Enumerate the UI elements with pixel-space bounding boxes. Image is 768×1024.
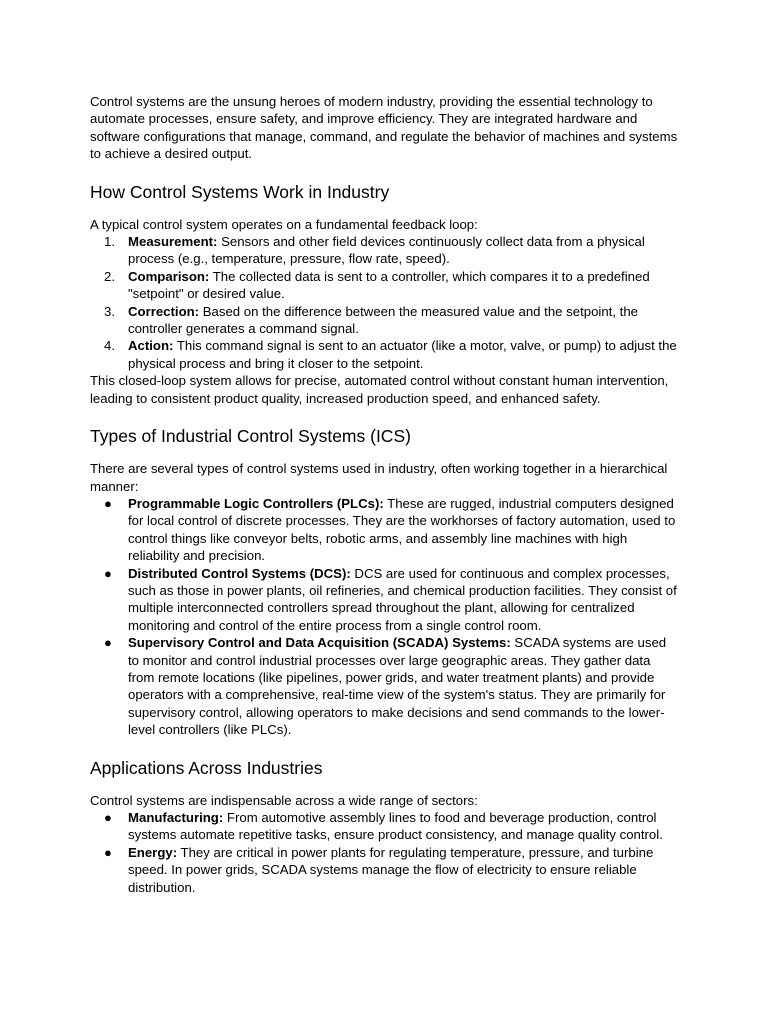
- list-item-term: Programmable Logic Controllers (PLCs):: [128, 495, 384, 511]
- list-item-term: Action:: [128, 338, 174, 354]
- list-item-text: The collected data is sent to a controller, which compares it to a predefined "setpoint" or desired value.: [128, 268, 650, 302]
- section-heading: Types of Industrial Control Systems (ICS): [90, 426, 411, 447]
- list-item-text: They are critical in power plants for regulating temperature, pressure, and turbine speed. In power grids, SCADA systems manage the flow of electricity to ensure reliable distribution.: [128, 844, 654, 895]
- section-closing: This closed-loop system allows for precise, automated control without constant human intervention, leading to consistent product quality, increased production speed, and enhanced safety.: [90, 373, 669, 406]
- section-lead: There are several types of control systems used in industry, often working together in a hierarchical manner:: [90, 461, 668, 494]
- list-item: [90, 809, 678, 844]
- list-item-text: Sensors and other field devices continuously collect data from a physical process (e.g., temperature, pressure, flow rate, speed).: [128, 234, 645, 267]
- bullet-icon: ●: [104, 495, 112, 511]
- list-item: [90, 337, 678, 372]
- section-heading: How Control Systems Work in Industry: [90, 181, 390, 202]
- section-lead: Control systems are indispensable across a wide range of sectors:: [90, 792, 478, 808]
- list-item-text: These are rugged, industrial computers designed for local control of discrete processes. They are the workhorses of factory automation, used to control things like conveyor belts, robotic arms, and assembly line machines with high reliability and precision.: [128, 495, 676, 564]
- intro-paragraph: Control systems are the unsung heroes of modern industry, providing the essential technology to automate processes, ensure safety, and improve efficiency. They are integrated hardware and software configurations that manage, command, and regulate the behavior of machines and systems to achieve a desired output.: [90, 94, 678, 162]
- section-applications: [90, 757, 678, 896]
- list-item-text: Based on the difference between the measured value and the setpoint, the controller generates a command signal.: [128, 303, 638, 337]
- list-item: [90, 268, 678, 303]
- section-lead: A typical control system operates on a fundamental feedback loop:: [90, 216, 478, 232]
- list-item: [90, 495, 678, 565]
- bulleted-list: [90, 809, 678, 896]
- list-item-term: Comparison:: [128, 268, 210, 284]
- list-item-term: Measurement:: [128, 234, 218, 250]
- list-item: [90, 233, 678, 268]
- list-number: 4.: [104, 338, 115, 354]
- section-how-control-systems-work: [90, 181, 678, 407]
- bulleted-list: [90, 495, 678, 739]
- list-item: [90, 303, 678, 338]
- bullet-icon: ●: [104, 635, 112, 651]
- list-number: 3.: [104, 303, 115, 319]
- list-item-term: Distributed Control Systems (DCS):: [128, 565, 351, 581]
- bullet-icon: ●: [104, 810, 112, 825]
- list-item: [90, 565, 678, 635]
- list-item: [90, 634, 678, 738]
- list-item-text: DCS are used for continuous and complex processes, such as those in power plants, oil refineries, and chemical production facilities. They consist of multiple interconnected controllers spread throughout the plant, allowing for centralized monitoring and control of the entire process from a single control room.: [128, 565, 677, 633]
- list-item-text: This command signal is sent to an actuator (like a motor, valve, or pump) to adjust the physical process and bring it closer to the setpoint.: [128, 338, 677, 371]
- list-item-term: Energy:: [128, 844, 178, 860]
- list-number: 2.: [104, 268, 115, 284]
- numbered-list: [90, 233, 678, 372]
- list-item: [90, 844, 678, 896]
- list-item-text: SCADA systems are used to monitor and control industrial processes over large geographic areas. They gather data from remote locations (like pipelines, power grids, and water treatment plants) and provide operators with a comprehensive, real-time view of the system's status. They are primarily for supervisory control, allowing operators to make decisions and send commands to the lower-level controllers (like PLCs).: [128, 635, 667, 738]
- bullet-icon: ●: [104, 565, 112, 581]
- bullet-icon: ●: [104, 844, 112, 860]
- list-item-term: Supervisory Control and Data Acquisition (SCADA) Systems:: [128, 635, 511, 651]
- section-types-of-ics: [90, 425, 678, 739]
- section-heading: Applications Across Industries: [90, 757, 323, 778]
- list-item-text: From automotive assembly lines to food and beverage production, control systems automate repetitive tasks, ensure product consistency, and manage quality control.: [128, 810, 663, 843]
- list-item-term: Correction:: [128, 303, 200, 319]
- list-item-term: Manufacturing:: [128, 810, 224, 825]
- list-number: 1.: [104, 234, 115, 250]
